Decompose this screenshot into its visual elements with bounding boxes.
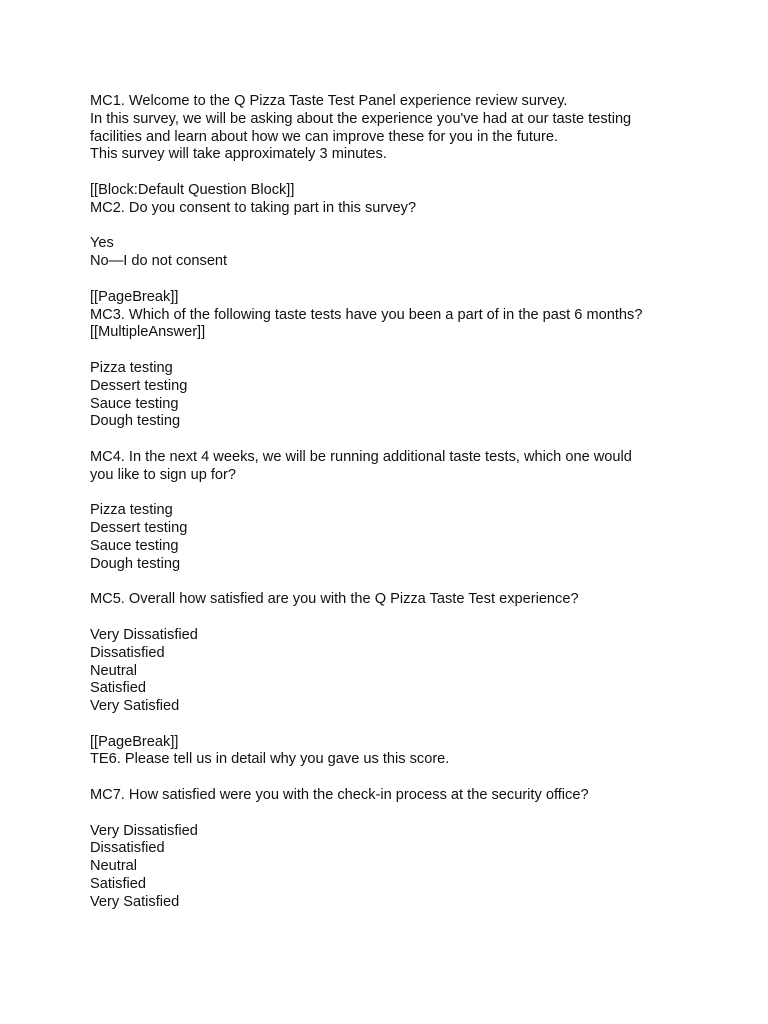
mc1-line: This survey will take approximately 3 minutes. bbox=[90, 146, 387, 163]
option-text: Very Satisfied bbox=[90, 893, 180, 910]
option-text: Sauce testing bbox=[90, 537, 179, 554]
blank-line bbox=[90, 769, 690, 787]
blank-line bbox=[90, 431, 690, 449]
option-text: Dough testing bbox=[90, 413, 181, 430]
mc2-question bbox=[90, 200, 690, 271]
question-text: MC5. Overall how satisfied are you with the Q Pizza Taste Test experience? bbox=[90, 591, 579, 608]
option-text: Dough testing bbox=[90, 555, 181, 572]
option-text: Neutral bbox=[90, 662, 138, 679]
mc1-intro bbox=[90, 93, 690, 164]
pagebreak-tag: [[PageBreak]] bbox=[90, 288, 179, 305]
option-text: Dessert testing bbox=[90, 377, 188, 394]
option-text: Very Dissatisfied bbox=[90, 822, 198, 839]
blank-line bbox=[90, 805, 690, 823]
blank-line bbox=[90, 164, 690, 182]
option-text: Very Dissatisfied bbox=[90, 626, 198, 643]
option-text: Sauce testing bbox=[90, 395, 179, 412]
blank-line bbox=[90, 342, 690, 360]
option-text: Dissatisfied bbox=[90, 644, 165, 661]
mc7-question bbox=[90, 787, 690, 912]
question-text: MC7. How satisfied were you with the check-in process at the security office? bbox=[90, 787, 589, 804]
mc3-question bbox=[90, 307, 690, 432]
te6-question bbox=[90, 751, 690, 769]
option-text: Pizza testing bbox=[90, 359, 173, 376]
blank-line bbox=[90, 609, 690, 627]
option-text: Satisfied bbox=[90, 680, 146, 697]
mc5-question bbox=[90, 591, 690, 716]
option-text: Neutral bbox=[90, 858, 138, 875]
mc1-line: MC1. Welcome to the Q Pizza Taste Test Panel experience review survey. bbox=[90, 93, 568, 109]
mc1-line: facilities and learn about how we can improve these for you in the future. bbox=[90, 128, 559, 145]
blank-line bbox=[90, 485, 690, 503]
option-text: Satisfied bbox=[90, 876, 146, 893]
pagebreak-tag: [[PageBreak]] bbox=[90, 733, 179, 750]
option-text: Yes bbox=[90, 235, 114, 252]
mc4-question bbox=[90, 449, 690, 574]
survey-document bbox=[90, 93, 690, 912]
option-text: No—I do not consent bbox=[90, 253, 228, 270]
blank-line bbox=[90, 716, 690, 734]
blank-line bbox=[90, 574, 690, 592]
option-text: Pizza testing bbox=[90, 502, 173, 519]
question-text: MC3. Which of the following taste tests have you been a part of in the past 6 months? bbox=[90, 306, 643, 323]
blank-line bbox=[90, 271, 690, 289]
block-tag: [[Block:Default Question Block]] bbox=[90, 181, 295, 198]
question-text: MC4. In the next 4 weeks, we will be running additional taste tests, which one would bbox=[90, 448, 632, 465]
blank-line bbox=[90, 218, 690, 236]
option-text: Dissatisfied bbox=[90, 840, 165, 857]
question-text: you like to sign up for? bbox=[90, 466, 237, 483]
question-text: TE6. Please tell us in detail why you gave us this score. bbox=[90, 751, 450, 768]
multiple-answer-tag: [[MultipleAnswer]] bbox=[90, 324, 206, 341]
option-text: Very Satisfied bbox=[90, 698, 180, 715]
mc1-line: In this survey, we will be asking about the experience you've had at our taste testing bbox=[90, 110, 632, 127]
option-text: Dessert testing bbox=[90, 520, 188, 537]
question-text: MC2. Do you consent to taking part in this survey? bbox=[90, 199, 417, 216]
